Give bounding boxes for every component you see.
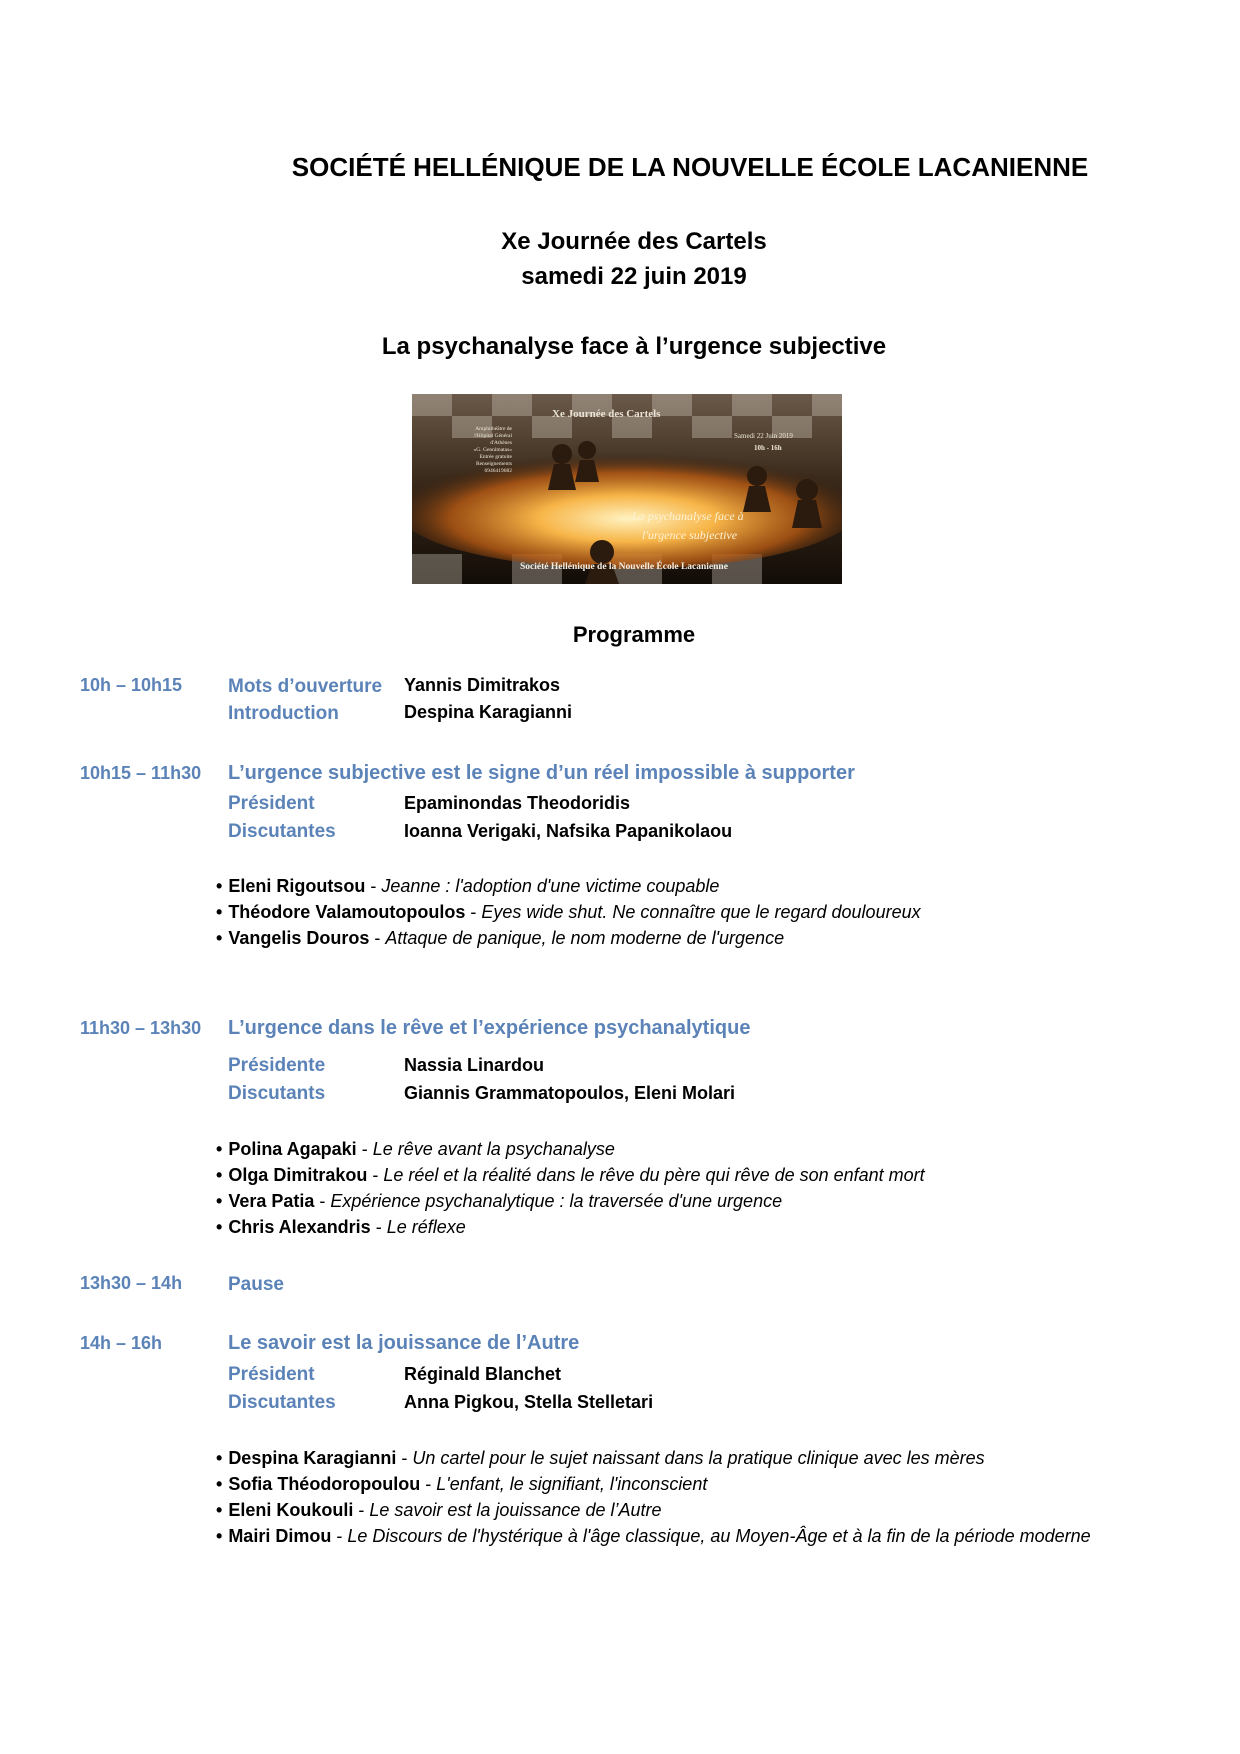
session-time: 11h30 – 13h30	[80, 1018, 202, 1038]
banner-hours: 10h - 16h	[754, 444, 782, 452]
talk-speaker: Polina Agapaki	[228, 1139, 357, 1159]
session-person: Yannis Dimitrakos	[404, 675, 561, 695]
event-banner-image	[412, 394, 842, 584]
separator: -	[420, 1474, 437, 1494]
session-role: Discutantes	[228, 821, 336, 842]
talk-item	[216, 1217, 466, 1238]
talk-title: Jeanne : l'adoption d'une victime coupable	[381, 876, 720, 896]
talk-title: Expérience psychanalytique : la traversée d'une urgence	[330, 1191, 783, 1211]
talk-title: Eyes wide shut. Ne connaître que le regard douloureux	[481, 902, 921, 922]
talk-speaker: Olga Dimitrakou	[228, 1165, 368, 1185]
talk-item	[216, 902, 921, 923]
banner-venue-line: d'Athènes	[490, 440, 512, 446]
bullet-icon: •	[216, 1139, 223, 1159]
separator: -	[331, 1526, 348, 1546]
banner-graphic	[412, 394, 842, 584]
talk-speaker: Théodore Valamoutopoulos	[228, 902, 466, 922]
session-title: Le savoir est la jouissance de l’Autre	[228, 1332, 580, 1354]
bullet-icon: •	[216, 928, 223, 948]
separator: -	[367, 1165, 384, 1185]
separator: -	[370, 1217, 387, 1237]
session-person: Giannis Grammatopoulos, Eleni Molari	[404, 1083, 736, 1103]
banner-date: Samedi 22 Juin 2019	[734, 432, 793, 440]
talk-title: L'enfant, le signifiant, l'inconscient	[436, 1474, 708, 1494]
bullet-icon: •	[216, 1165, 223, 1185]
session-person: Epaminondas Theodoridis	[404, 793, 631, 813]
separator: -	[314, 1191, 331, 1211]
banner-org: Société Hellénique de la Nouvelle École Lacanienne	[520, 562, 728, 572]
separator: -	[396, 1448, 413, 1468]
bullet-icon: •	[216, 1191, 223, 1211]
session-role: Président	[228, 793, 315, 814]
bullet-icon: •	[216, 1217, 223, 1237]
talk-title: Le Discours de l'hystérique à l'âge classique, au Moyen-Âge et à la fin de la période moderne	[347, 1526, 1091, 1546]
session-time: 10h – 10h15	[80, 675, 183, 695]
event-date: samedi 22 juin 2019	[521, 263, 747, 290]
session-person: Réginald Blanchet	[404, 1364, 562, 1384]
session-person: Despina Karagianni	[404, 702, 573, 722]
event-theme: La psychanalyse face à l’urgence subjective	[381, 333, 887, 360]
programme-heading: Programme	[572, 622, 696, 647]
talk-title: Le réflexe	[386, 1217, 466, 1237]
talk-speaker: Despina Karagianni	[228, 1448, 397, 1468]
separator: -	[369, 928, 386, 948]
session-time: 13h30 – 14h	[80, 1273, 183, 1293]
banner-venue-line: l'Hôpital Général	[474, 433, 512, 439]
session-role: Introduction	[228, 703, 339, 724]
talk-speaker: Chris Alexandris	[228, 1217, 371, 1237]
talk-item	[216, 1500, 662, 1521]
talk-speaker: Vera Patia	[228, 1191, 315, 1211]
talk-speaker: Eleni Koukouli	[228, 1500, 354, 1520]
banner-phone: 6946419682	[484, 468, 512, 474]
separator: -	[365, 876, 382, 896]
separator: -	[353, 1500, 370, 1520]
talk-speaker: Mairi Dimou	[228, 1526, 332, 1546]
banner-venue-line: Amphithéâtre de	[475, 426, 512, 432]
banner-subtitle-2: l'urgence subjective	[642, 528, 738, 542]
session-role: Discutantes	[228, 1392, 336, 1413]
banner-venue-line: Renseignements	[475, 461, 512, 467]
session-person: Nassia Linardou	[404, 1055, 545, 1075]
banner-subtitle-1: La psychanalyse face à	[632, 509, 744, 523]
session-role: Président	[228, 1364, 315, 1385]
talk-item	[216, 1165, 925, 1186]
talk-title: Le réel et la réalité dans le rêve du père qui rêve de son enfant mort	[383, 1165, 925, 1185]
session-role: Présidente	[228, 1055, 326, 1076]
talk-title: Un cartel pour le sujet naissant dans la pratique clinique avec les mères	[412, 1448, 985, 1468]
bullet-icon: •	[216, 1448, 223, 1468]
bullet-icon: •	[216, 1500, 223, 1520]
session-title: L’urgence subjective est le signe d’un réel impossible à supporter	[228, 762, 855, 784]
talk-title: Le savoir est la jouissance de l’Autre	[369, 1500, 662, 1520]
session-title: L’urgence dans le rêve et l’expérience psychanalytique	[228, 1017, 751, 1039]
talk-item	[216, 1526, 1091, 1547]
session-person: Anna Pigkou, Stella Stelletari	[404, 1392, 654, 1412]
talk-item	[216, 1448, 985, 1469]
bullet-icon: •	[216, 1526, 223, 1546]
talk-speaker: Eleni Rigoutsou	[228, 876, 366, 896]
separator: -	[465, 902, 482, 922]
session-person: Ioanna Verigaki, Nafsika Papanikolaou	[404, 821, 733, 841]
session-time: 10h15 – 11h30	[80, 763, 202, 783]
talk-item	[216, 1191, 782, 1212]
session-role: Mots d’ouverture	[228, 676, 383, 697]
talk-title: Attaque de panique, le nom moderne de l'urgence	[385, 928, 785, 948]
banner-venue-line: Entrée gratuite	[479, 454, 512, 460]
organization-title: SOCIÉTÉ HELLÉNIQUE DE LA NOUVELLE ÉCOLE LACANIENNE	[291, 152, 1089, 182]
talk-item	[216, 928, 784, 949]
banner-title: Xe Journée des Cartels	[552, 408, 661, 420]
bullet-icon: •	[216, 902, 223, 922]
bullet-icon: •	[216, 876, 223, 896]
talk-speaker: Sofia Théodoropoulou	[228, 1474, 421, 1494]
event-title: Xe Journée des Cartels	[501, 228, 767, 255]
talk-item	[216, 1474, 707, 1495]
separator: -	[356, 1139, 373, 1159]
talk-title: Le rêve avant la psychanalyse	[372, 1139, 615, 1159]
banner-venue-line: «G. Gennimatas»	[473, 447, 512, 453]
bullet-icon: •	[216, 1474, 223, 1494]
session-title: Pause	[228, 1274, 284, 1295]
session-time: 14h – 16h	[80, 1333, 163, 1353]
talk-speaker: Vangelis Douros	[228, 928, 370, 948]
talk-item	[216, 1139, 615, 1160]
talk-item	[216, 876, 719, 897]
session-role: Discutants	[228, 1083, 326, 1104]
